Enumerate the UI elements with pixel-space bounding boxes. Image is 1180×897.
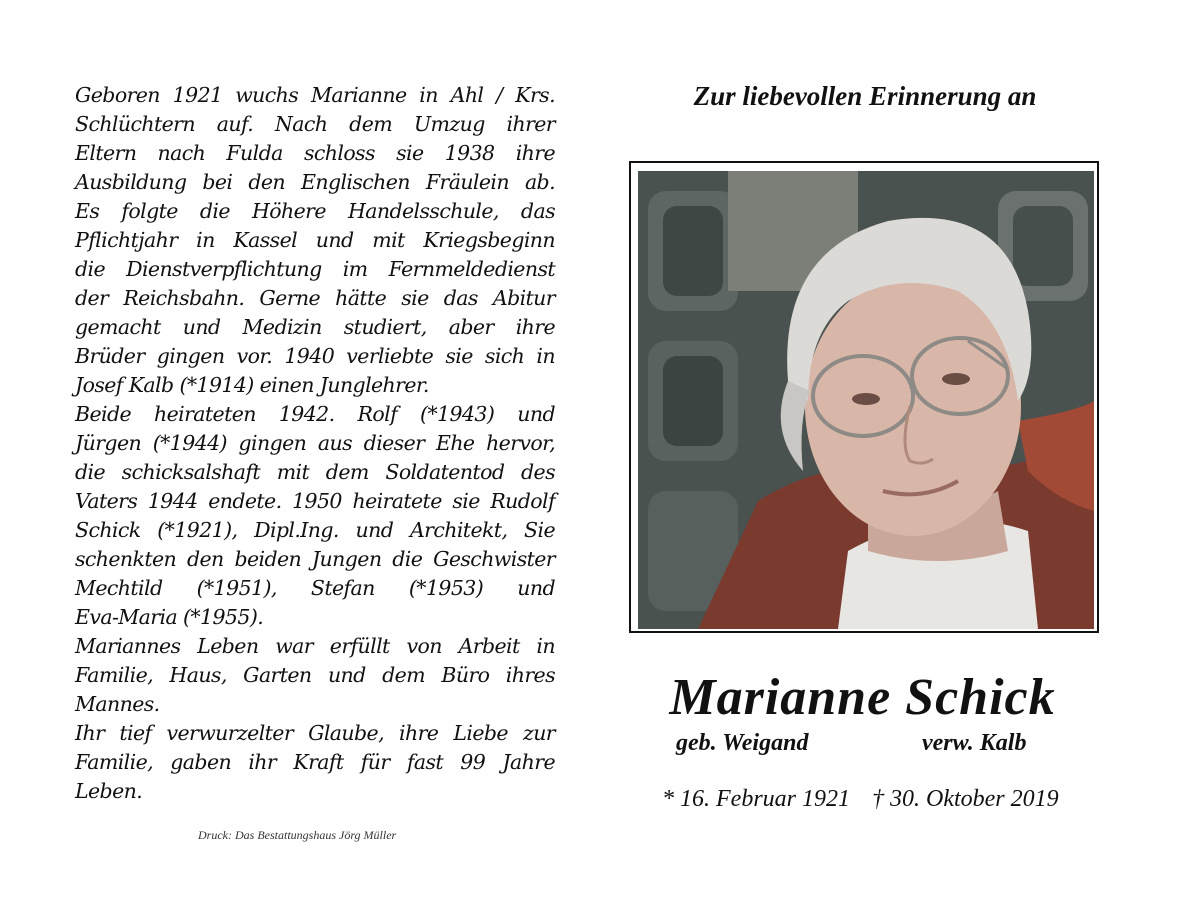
bio-line: die Dienstverpflichtung im Fernmeldedienst: [75, 257, 555, 281]
portrait-photo: [638, 171, 1094, 629]
widowed-name: verw. Kalb: [922, 730, 1027, 756]
bio-line: Eltern nach Fulda schloss sie 1938 ihre: [75, 141, 555, 165]
bio-line: schenkten den beiden Jungen die Geschwister: [75, 547, 555, 571]
memorial-heading: Zur liebevollen Erinnerung an: [693, 81, 1037, 111]
bio-line: Vaters 1944 endete. 1950 heiratete sie Rudolf: [75, 489, 555, 513]
bio-line: Ihr tief verwurzelter Glaube, ihre Liebe zur: [75, 721, 555, 745]
bio-line: Mechtild (*1951), Stefan (*1953) und: [75, 576, 555, 600]
bio-line: Beide heirateten 1942. Rolf (*1943) und: [75, 402, 555, 426]
maiden-name: geb. Weigand: [676, 730, 809, 756]
portrait-frame: [629, 161, 1099, 633]
bio-line: Es folgte die Höhere Handelsschule, das: [75, 199, 555, 223]
bio-line: Ausbildung bei den Englischen Fräulein ab.: [75, 170, 555, 194]
bio-line: Jürgen (*1944) gingen aus dieser Ehe hervor,: [75, 431, 555, 455]
bio-line: der Reichsbahn. Gerne hätte sie das Abitur: [75, 286, 555, 310]
bio-line: gemacht und Medizin studiert, aber ihre: [75, 315, 555, 339]
portrait-illustration: [638, 171, 1094, 629]
bio-line: Leben.: [75, 779, 143, 803]
life-dates: [662, 786, 1059, 813]
deceased-name: Marianne Schick: [669, 669, 1056, 726]
bio-line: Schick (*1921), Dipl.Ing. und Architekt, Sie: [75, 518, 555, 542]
bio-line: Eva-Maria (*1955).: [75, 605, 264, 629]
bio-line: Familie, gaben ihr Kraft für fast 99 Jahre: [75, 750, 555, 774]
biography-text: [75, 81, 555, 806]
bio-line: Pflichtjahr in Kassel und mit Kriegsbeginn: [75, 228, 555, 252]
bio-line: Geboren 1921 wuchs Marianne in Ahl / Krs.: [75, 83, 555, 107]
bio-line: Familie, Haus, Garten und dem Büro ihres: [75, 663, 555, 687]
birth-date: * 16. Februar 1921: [662, 786, 850, 812]
bio-line: Mannes.: [75, 692, 160, 716]
bio-line: die schicksalshaft mit dem Soldatentod des: [75, 460, 555, 484]
printer-note: Druck: Das Bestattungshaus Jörg Müller: [198, 828, 397, 842]
bio-line: Brüder gingen vor. 1940 verliebte sie sich in: [75, 344, 555, 368]
bio-line: Schlüchtern auf. Nach dem Umzug ihrer: [75, 112, 555, 136]
bio-line: Mariannes Leben war erfüllt von Arbeit in: [75, 634, 555, 658]
death-date: † 30. Oktober 2019: [872, 786, 1059, 812]
bio-line: Josef Kalb (*1914) einen Junglehrer.: [75, 373, 429, 397]
